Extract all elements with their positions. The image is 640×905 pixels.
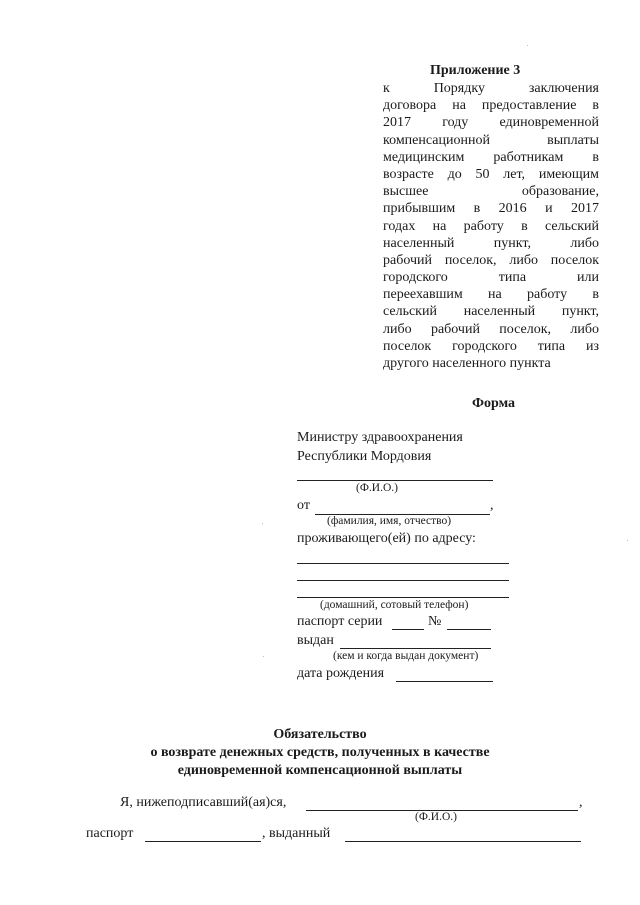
- scan-speck: [262, 523, 263, 524]
- appendix-line: договора на предоставление в: [383, 98, 599, 114]
- appendix-line: поселок городского типа из: [383, 338, 599, 354]
- appendix-text: [383, 80, 599, 372]
- obligation-subtitle-2: единовременной компенсационной выплаты: [177, 763, 463, 778]
- passport-number-field[interactable]: [447, 629, 491, 630]
- appendix-line: медицинским работникам в: [383, 149, 599, 165]
- appendix-line: населенный пункт, либо: [383, 235, 599, 251]
- issued-field-line[interactable]: [340, 648, 491, 649]
- appendix-line: сельский населенный пункт,: [383, 304, 599, 320]
- addressee-line-1: Министру здравоохранения: [297, 430, 463, 445]
- passport-number-label: №: [428, 614, 442, 629]
- phone-field-line[interactable]: [297, 597, 509, 598]
- form-label: Форма: [472, 396, 516, 411]
- passport-field-line[interactable]: [145, 841, 261, 842]
- issued-caption: (кем и когда выдан документ): [333, 650, 479, 662]
- appendix-line: возрасте до 50 лет, имеющим: [383, 166, 599, 182]
- passport-label: паспорт: [86, 826, 134, 841]
- scan-speck: [263, 656, 264, 657]
- address-field-line-1[interactable]: [297, 563, 509, 564]
- obligation-subtitle-1: о возврате денежных средств, полученных в качестве: [150, 745, 490, 760]
- addressee-line-2: Республики Мордовия: [297, 449, 432, 464]
- issued-by-field-line[interactable]: [345, 841, 581, 842]
- appendix-line: прибывшим в 2016 и 2017: [383, 201, 599, 217]
- signer-label: Я, нижеподписавший(ая)ся,: [120, 795, 287, 810]
- appendix-line: годах на работу в сельский: [383, 218, 599, 234]
- signer-caption: (Ф.И.О.): [415, 811, 457, 823]
- passport-series-field[interactable]: [392, 629, 424, 630]
- appendix-line: другого населенного пункта: [383, 356, 551, 371]
- appendix-line: переехавшим на работу в: [383, 287, 599, 303]
- phone-caption: (домашний, сотовый телефон): [320, 599, 469, 611]
- appendix-line: либо рабочий поселок, либо: [383, 321, 599, 337]
- issued-label: выдан: [297, 633, 334, 648]
- appendix-line: высшее образование,: [383, 184, 599, 200]
- obligation-title: Обязательство: [273, 727, 367, 742]
- appendix-line: к Порядку заключения: [383, 81, 599, 96]
- residing-label: проживающего(ей) по адресу:: [297, 531, 476, 546]
- passport-series-label: паспорт серии: [297, 614, 383, 629]
- issued-by-label: , выданный: [262, 826, 331, 841]
- appendix-line: 2017 году единовременной: [383, 115, 599, 131]
- from-suffix: ,: [490, 498, 494, 513]
- fio-caption: (Ф.И.О.): [356, 482, 398, 494]
- appendix-line: компенсационной выплаты: [383, 132, 599, 148]
- scan-speck: [527, 45, 528, 46]
- birth-date-label: дата рождения: [297, 666, 385, 681]
- fullname-caption: (фамилия, имя, отчество): [327, 515, 452, 527]
- signer-suffix: ,: [579, 795, 583, 810]
- fio-field-line[interactable]: [297, 480, 493, 481]
- address-field-line-2[interactable]: [297, 580, 509, 581]
- appendix-line: городского типа или: [383, 270, 599, 286]
- from-label: от: [297, 498, 310, 513]
- scan-speck: [627, 540, 628, 541]
- appendix-line: рабочий поселок, либо поселок: [383, 252, 599, 268]
- birth-date-field[interactable]: [396, 681, 493, 682]
- appendix-title: Приложение 3: [430, 63, 521, 78]
